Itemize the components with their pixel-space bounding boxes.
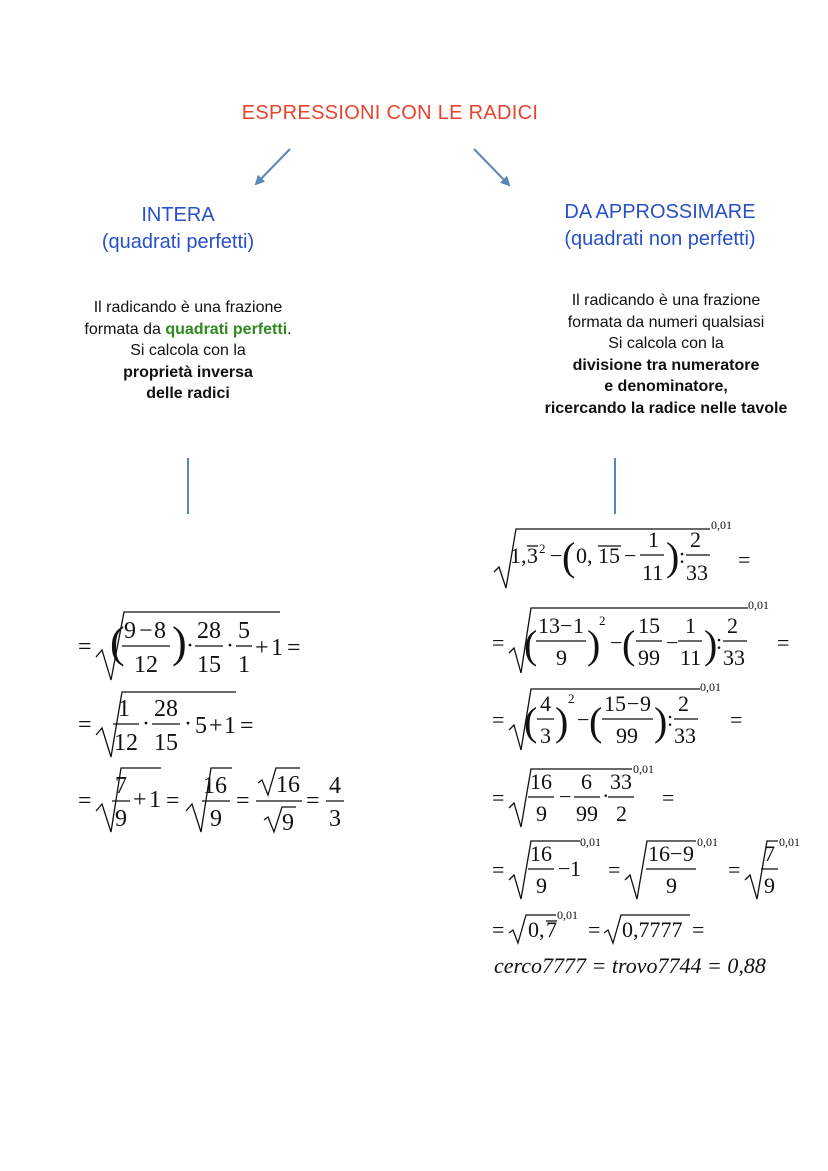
math-glyph: = <box>588 917 601 942</box>
math-glyph: 11 <box>680 645 702 670</box>
math-glyph: 9 <box>683 841 694 866</box>
math-glyph: 33 <box>610 769 632 794</box>
right-heading-block <box>520 199 800 253</box>
math-glyph: = <box>236 788 250 814</box>
math-glyph: 1 <box>685 613 696 638</box>
left-math-line-3 <box>78 692 254 757</box>
arrow-right <box>474 149 509 185</box>
math-glyph: 99 <box>576 801 598 826</box>
math-glyph: 1 <box>648 527 659 552</box>
math-glyph: = <box>78 788 92 814</box>
math-glyph: 2 <box>599 613 606 628</box>
right-description <box>510 290 822 419</box>
math-glyph: 2 <box>568 691 575 706</box>
math-glyph: · <box>184 711 192 737</box>
math-glyph: + <box>209 713 223 739</box>
math-glyph: 9 <box>640 691 651 716</box>
right-math-line-7: cerco7777 = trovo7744 = 0,88 <box>494 953 766 978</box>
math-glyph: · <box>226 633 234 659</box>
math-glyph: 0,01 <box>697 835 718 849</box>
right-desc-line: Il radicando è una frazione <box>571 292 761 309</box>
math-glyph: 9 <box>764 873 775 898</box>
right-math-line-6 <box>492 908 704 943</box>
math-glyph: 9 <box>124 618 136 644</box>
math-glyph: ) <box>587 622 601 667</box>
math-glyph: − <box>559 784 572 809</box>
math-glyph: 2 <box>616 801 627 826</box>
right-math-line-2 <box>492 598 789 673</box>
math-glyph: − <box>666 630 679 655</box>
left-desc-line: delle radici <box>146 385 230 402</box>
math-glyph: − <box>624 543 637 568</box>
right-subheading: (quadrati non perfetti) <box>564 228 756 250</box>
math-glyph: = <box>287 635 301 661</box>
math-glyph: 33 <box>686 560 708 585</box>
math-glyph: ) <box>555 699 569 744</box>
math-glyph: 99 <box>616 723 638 748</box>
right-desc-line: ricercando la radice nelle tavole <box>544 399 788 417</box>
math-glyph: − <box>560 613 573 638</box>
right-math-line-3 <box>492 680 742 750</box>
math-glyph: 2 <box>678 691 689 716</box>
math-glyph: 15 <box>638 613 660 638</box>
math-glyph: : <box>716 629 723 654</box>
math-glyph: 0,01 <box>711 518 732 532</box>
math-glyph: ( <box>110 618 125 667</box>
math-glyph: = <box>730 707 743 732</box>
math-glyph: = <box>166 788 180 814</box>
math-glyph: 7 <box>546 917 557 942</box>
right-expression <box>480 515 828 985</box>
math-glyph: − <box>627 691 640 716</box>
right-desc-line: divisione tra numeratore <box>572 356 760 374</box>
math-glyph: 3 <box>329 806 341 832</box>
math-glyph: = <box>78 712 92 738</box>
math-glyph: ( <box>589 699 603 744</box>
math-glyph: + <box>133 787 147 813</box>
math-glyph: 1 <box>271 635 283 661</box>
highlight-quadrati-perfetti: quadrati perfetti <box>165 320 288 338</box>
math-glyph: = <box>692 917 705 942</box>
math-glyph: = <box>492 857 505 882</box>
math-glyph: 1 <box>118 696 130 722</box>
math-glyph: 3 <box>540 723 551 748</box>
math-glyph: 15 <box>604 691 626 716</box>
math-glyph: 15 <box>154 730 178 756</box>
math-glyph: 0,01 <box>700 680 721 694</box>
math-glyph: 13 <box>538 613 560 638</box>
page-title: ESPRESSIONI CON LE RADICI <box>241 102 539 124</box>
math-glyph: 9 <box>115 806 127 832</box>
math-glyph: 7 <box>115 773 127 799</box>
right-math-line-5 <box>492 835 800 899</box>
math-glyph: 15 <box>197 652 221 678</box>
math-glyph: − <box>610 630 623 655</box>
math-glyph: 1 <box>573 613 584 638</box>
math-glyph: ) <box>704 622 718 667</box>
math-glyph: − <box>670 841 683 866</box>
left-subheading: (quadrati perfetti) <box>101 231 255 253</box>
math-glyph: 2 <box>727 613 738 638</box>
math-glyph: 1 <box>238 652 250 678</box>
math-glyph: 4 <box>540 691 551 716</box>
math-glyph: − <box>558 856 571 881</box>
right-math-line-4 <box>492 762 674 827</box>
math-glyph: = <box>492 707 505 732</box>
math-glyph: 16 <box>203 773 227 799</box>
math-glyph: : <box>679 543 686 568</box>
math-glyph: 8 <box>154 618 166 644</box>
math-glyph: 9 <box>536 873 547 898</box>
math-glyph: 33 <box>723 645 745 670</box>
math-glyph: = <box>777 630 790 655</box>
math-glyph: · <box>142 711 150 737</box>
math-glyph: 9 <box>666 873 677 898</box>
math-glyph: = <box>492 785 505 810</box>
math-glyph: 9 <box>536 801 547 826</box>
math-glyph: − <box>139 618 153 644</box>
math-glyph: = <box>78 634 92 660</box>
math-glyph: 0,01 <box>779 835 800 849</box>
math-glyph: · <box>602 783 610 808</box>
math-glyph: 99 <box>638 645 660 670</box>
math-glyph: 1 <box>570 856 581 881</box>
math-glyph: : <box>667 706 674 731</box>
math-glyph: = <box>492 630 505 655</box>
math-glyph: 11 <box>642 560 664 585</box>
math-glyph: 1 <box>149 787 161 813</box>
math-glyph: ( <box>524 699 538 744</box>
math-glyph: ) <box>172 618 187 667</box>
math-glyph: = <box>306 788 320 814</box>
math-glyph: − <box>550 543 563 568</box>
math-glyph: 16 <box>530 841 552 866</box>
left-description <box>40 297 336 405</box>
math-glyph: = <box>662 785 675 810</box>
math-glyph: 16 <box>530 769 552 794</box>
math-glyph: = <box>608 857 621 882</box>
math-glyph: − <box>577 707 590 732</box>
math-glyph: 9 <box>210 806 222 832</box>
math-glyph: 2 <box>690 527 701 552</box>
math-glyph: 7 <box>764 841 775 866</box>
right-heading: DA APPROSSIMARE <box>564 201 756 223</box>
math-glyph: 0,01 <box>748 598 769 612</box>
math-glyph: = <box>728 857 741 882</box>
math-glyph: = <box>738 547 751 572</box>
math-glyph: 4 <box>329 773 341 799</box>
math-glyph: 33 <box>674 723 696 748</box>
right-math-line-1 <box>494 518 750 588</box>
math-glyph: 3 <box>527 543 538 568</box>
right-desc-line: Si calcola con la <box>608 335 724 352</box>
math-glyph: 15 <box>598 543 620 568</box>
left-desc-line: proprietà inversa <box>123 363 253 381</box>
left-desc-line: formata da quadrati perfetti. <box>84 320 292 338</box>
math-glyph: 16 <box>648 841 670 866</box>
math-glyph: = <box>240 713 254 739</box>
math-glyph: 0,01 <box>633 762 654 776</box>
math-glyph: ) <box>666 534 680 579</box>
math-glyph: 9 <box>282 810 294 836</box>
math-glyph: ) <box>654 699 668 744</box>
math-glyph: · <box>186 633 194 659</box>
right-desc-line: e denominatore, <box>604 378 728 395</box>
math-glyph: 6 <box>581 769 592 794</box>
right-desc-line: formata da numeri qualsiasi <box>567 313 765 331</box>
math-glyph: 0, <box>528 917 545 942</box>
math-glyph: 5 <box>195 713 207 739</box>
arrow-left <box>256 149 290 184</box>
math-glyph: 0,01 <box>580 835 601 849</box>
math-glyph: 5 <box>238 618 250 644</box>
math-glyph: 1, <box>510 543 527 568</box>
math-glyph: 0,01 <box>557 908 578 922</box>
math-glyph: ( <box>524 622 538 667</box>
left-desc-line: Si calcola con la <box>130 342 246 359</box>
left-math-line-2 <box>78 612 301 680</box>
math-glyph: 1 <box>224 713 236 739</box>
math-glyph: 9 <box>556 645 567 670</box>
left-desc-line: Il radicando è una frazione <box>93 299 283 316</box>
math-glyph: = <box>492 917 505 942</box>
left-expression-lines <box>0 600 400 860</box>
left-math-line-4 <box>78 768 344 836</box>
math-glyph: 0, <box>576 543 593 568</box>
left-heading-block <box>58 202 298 256</box>
left-heading: INTERA <box>141 204 215 226</box>
math-glyph: 28 <box>197 618 221 644</box>
math-glyph: ( <box>562 534 576 579</box>
math-glyph: 12 <box>114 730 138 756</box>
math-glyph: 28 <box>154 696 178 722</box>
math-glyph: + <box>255 635 269 661</box>
math-glyph: 16 <box>276 772 300 798</box>
math-glyph: 12 <box>134 652 158 678</box>
math-glyph: 0,7777 <box>622 917 683 942</box>
math-glyph: 2 <box>539 541 546 556</box>
math-glyph: ( <box>622 622 636 667</box>
